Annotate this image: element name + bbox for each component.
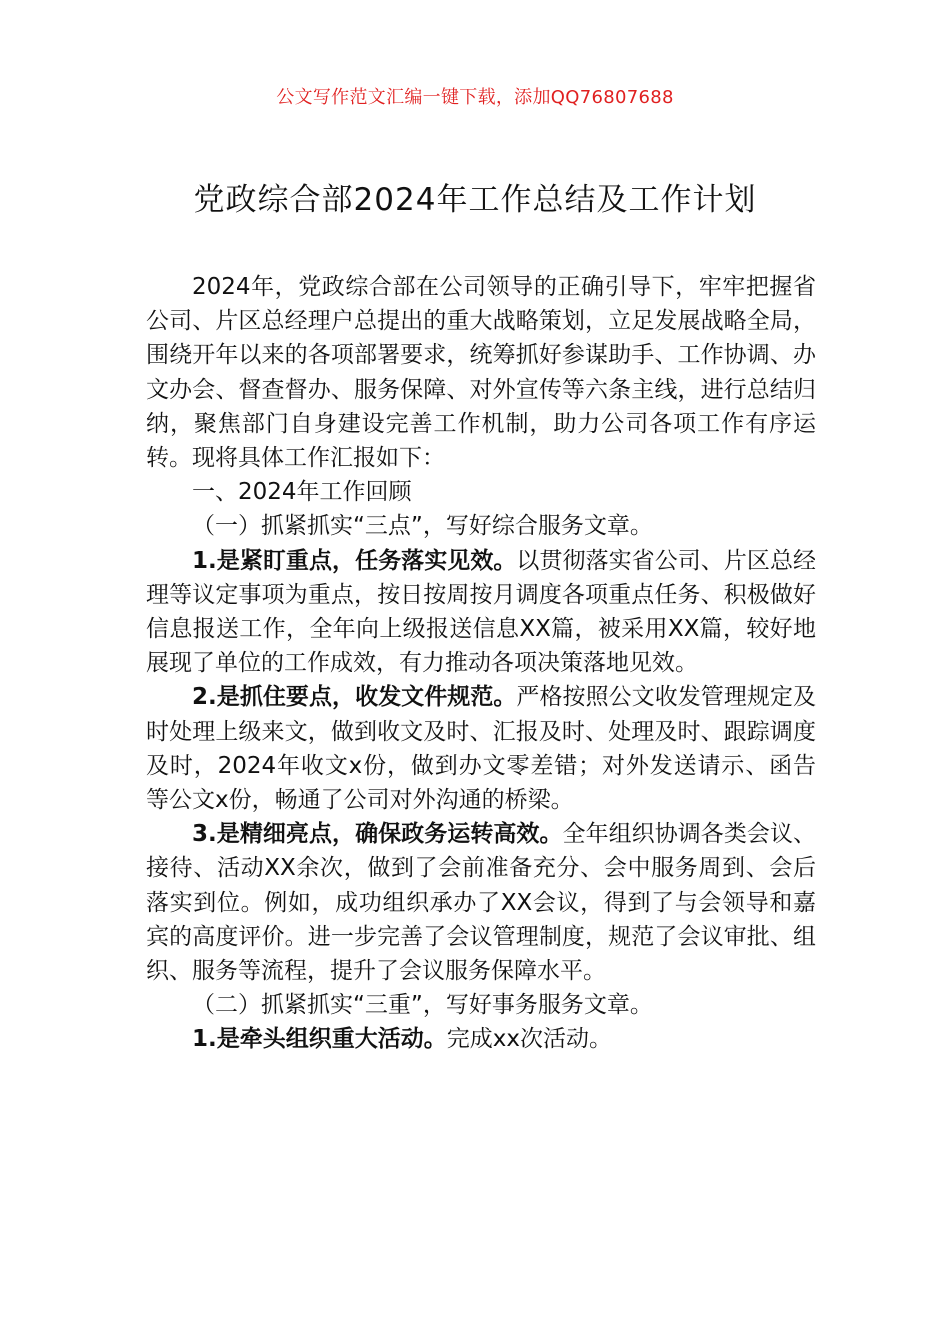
item-text: 完成xx次活动。	[446, 1026, 612, 1053]
document-title: 党政综合部2024年工作总结及工作计划	[193, 182, 757, 218]
section-heading-review: 一、2024年工作回顾	[192, 479, 412, 506]
item-lead: 1.是紧盯重点，任务落实见效。	[192, 547, 517, 574]
document-body	[146, 270, 816, 1057]
list-item	[146, 544, 816, 681]
item-text: 全年组织协调各类会议、接待、活动XX余次，做到了会前准备充分、会中服务周到、会后落实到位。例如，成功组织承办了XX会议，得到了与会领导和嘉宾的高度评价。进一步完善了会议管理制度，规范了会议审批、组织、服务等流程，提升了会议服务保障水平。	[146, 821, 816, 985]
list-item	[146, 680, 816, 817]
item-lead: 1.是牵头组织重大活动。	[192, 1026, 447, 1053]
subsection-heading-three-priorities: （二）抓紧抓实“三重”，写好事务服务文章。	[192, 992, 653, 1019]
item-text: 严格按照公文收发管理规定及时处理上级来文，做到收文及时、汇报及时、处理及时、跟踪调度及时，2024年收文x份，做到办文零差错；对外发送请示、函告等公文x份，畅通了公司对外沟通的桥梁。	[146, 684, 816, 814]
subsection-heading-three-points: （一）抓紧抓实“三点”，写好综合服务文章。	[192, 513, 653, 540]
header-note: 公文写作范文汇编一键下载，添加QQ76807688	[276, 87, 674, 108]
item-lead: 3.是精细亮点，确保政务运转高效。	[192, 821, 563, 848]
item-lead: 2.是抓住要点，收发文件规范。	[192, 684, 517, 711]
item-text: 以贯彻落实省公司、片区总经理等议定事项为重点，按日按周按月调度各项重点任务、积极做好信息报送工作，全年向上级报送信息XX篇，被采用XX篇，较好地展现了单位的工作成效，有力推动各项决策落地见效。	[146, 547, 816, 677]
intro-paragraph: 2024年，党政综合部在公司领导的正确引导下，牢牢把握省公司、片区总经理户总提出的重大战略策划，立足发展战略全局，围绕开年以来的各项部署要求，统筹抓好参谋助手、工作协调、办文办会、督查督办、服务保障、对外宣传等六条主线，进行总结归纳，聚焦部门自身建设完善工作机制，助力公司各项工作有序运转。现将具体工作汇报如下：	[146, 274, 816, 472]
list-item	[146, 1022, 816, 1056]
list-item	[146, 817, 816, 988]
